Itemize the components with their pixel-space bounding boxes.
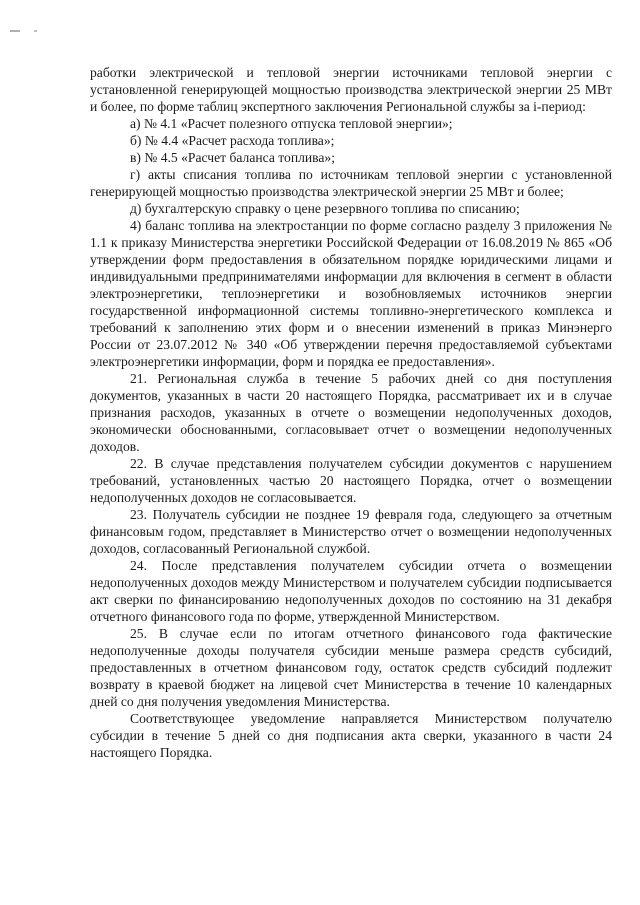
paragraph-24: 24. После представления получателем субсидии отчета о возмещении недополученных доходов между Министерством и получателем субсидии подписывается акт сверки по финансированию недополученных доходов по состоянию на 31 декабря отчетного финансового года по форме, утвержденной Министерством. [90, 558, 612, 624]
list-item-b: б) № 4.4 «Расчет расхода топлива»; [130, 133, 335, 148]
list-item-d: д) бухгалтерскую справку о цене резервного топлива по списанию; [130, 201, 520, 216]
list-item-g: г) акты списания топлива по источникам тепловой энергии с установленной генерирующей мощностью производства электрической энергии 25 МВт и более; [90, 167, 612, 199]
paragraph-21: 21. Региональная служба в течение 5 рабочих дней со дня поступления документов, указанных в части 20 настоящего Порядка, рассматривает их и в случае признания расходов, указанных в отчете о возмещении недополученных доходов, экономически обоснованными, согласовывает отчет о возмещении недополученных доходов. [90, 371, 612, 454]
list-item-a: а) № 4.1 «Расчет полезного отпуска тепловой энергии»; [130, 116, 453, 131]
paragraph-23: 23. Получатель субсидии не позднее 19 февраля года, следующего за отчетным финансовым годом, представляет в Министерство отчет о возмещении недополученных доходов, согласованный Региональной службой. [90, 507, 612, 556]
scan-mark [34, 30, 37, 32]
paragraph-25: 25. В случае если по итогам отчетного финансового года фактические недополученные доходы получателя субсидии меньше размера средств субсидий, предоставленных в отчетном финансовом году, остаток средств субсидий подлежит возврату в краевой бюджет на лицевой счет Министерства в течение 10 календарных дней со дня получения уведомления Министерства. [90, 626, 612, 709]
list-item-v: в) № 4.5 «Расчет баланса топлива»; [130, 150, 335, 165]
scan-mark [10, 30, 20, 32]
paragraph-continuation: работки электрической и тепловой энергии источниками тепловой энергии с установленной генерирующей мощностью производства электрической энергии 25 МВт и более, по форме таблиц экспертного заключения Региональной службы за i-период: [90, 65, 612, 114]
paragraph-item-4: 4) баланс топлива на электростанции по форме согласно разделу 3 приложения № 1.1 к приказу Министерства энергетики Российской Федерации от 16.08.2019 № 865 «Об утверждении форм предоставления в обязательном порядке юридическими лицами и индивидуальными предпринимателями информации для включения в сегмент в области электроэнергетики, теплоэнергетики и возобновляемых источников энергии государственной информационной системы топливно-энергетического комплекса и требований к заполнению этих форм и о внесении изменений в приказ Минэнерго России от 23.07.2012 № 340 «Об утверждении перечня предоставляемой субъектами электроэнергетики информации, форм и порядка ее предоставления». [90, 218, 612, 369]
paragraph-22: 22. В случае представления получателем субсидии документов с нарушением требований, установленных частью 20 настоящего Порядка, отчет о возмещении недополученных доходов не согласовывается. [90, 456, 612, 505]
paragraph-notice: Соответствующее уведомление направляется Министерством получателю субсидии в течение 5 дней со дня подписания акта сверки, указанного в части 24 настоящего Порядка. [90, 711, 612, 760]
document-page [90, 64, 612, 761]
